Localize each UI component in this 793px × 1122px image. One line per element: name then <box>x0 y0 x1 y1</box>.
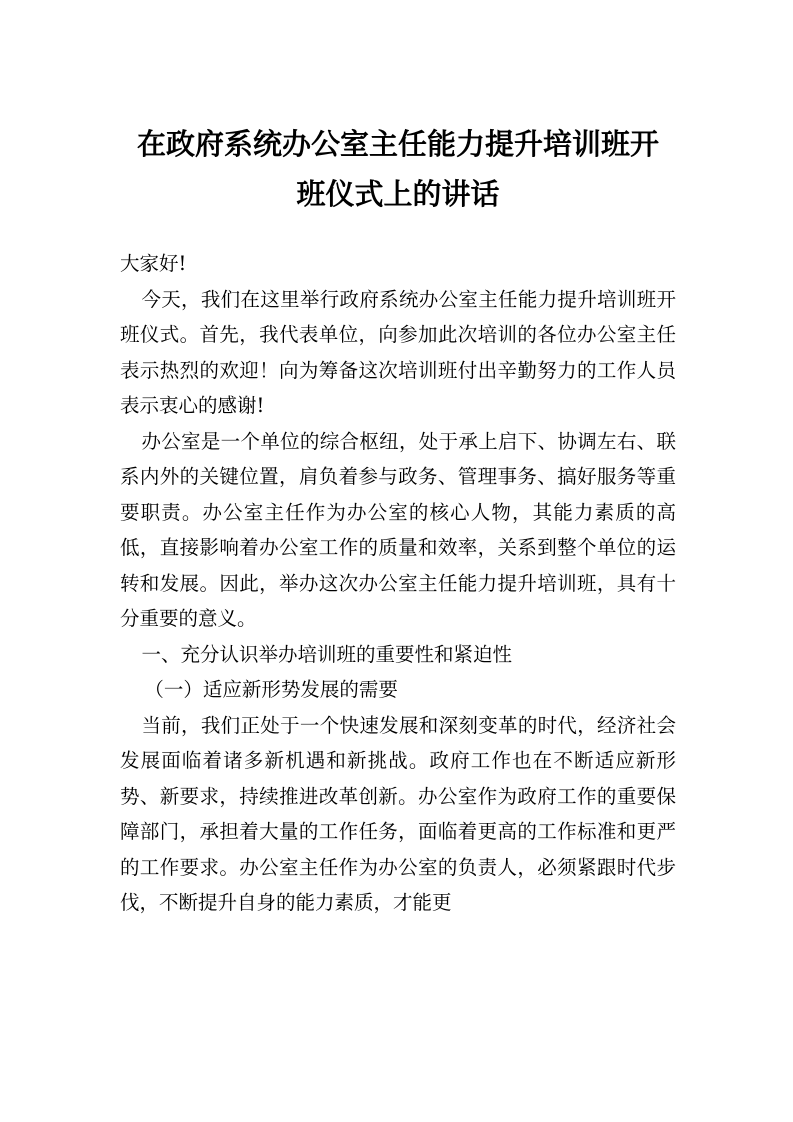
greeting: 大家好! <box>120 252 187 275</box>
paragraph-new-situation: 当前，我们正处于一个快速发展和深刻变革的时代，经济社会发展面临着诸多新机遇和新挑战。政府工作也在不断适应新形势、新要求，持续推进改革创新。办公室作为政府工作的重要保障部门，承担着大量的工作任务，面临着更高的工作标准和更严的工作要求。办公室主任作为办公室的负责人，必须紧跟时代步伐，不断提升自身的能力素质，才能更 <box>120 713 676 914</box>
document-title-line-2: 班仪式上的讲话 <box>296 177 500 211</box>
paragraph-opening: 今天，我们在这里举行政府系统办公室主任能力提升培训班开班仪式。首先，我代表单位，向参加此次培训的各位办公室主任表示热烈的欢迎！向为筹备这次培训班付出辛勤努力的工作人员表示衷心的感谢! <box>120 287 676 417</box>
paragraph-office-role: 办公室是一个单位的综合枢纽，处于承上启下、协调左右、联系内外的关键位置，肩负着参与政务、管理事务、搞好服务等重要职责。办公室主任作为办公室的核心人物，其能力素质的高低，直接影响着办公室工作的质量和效率，关系到整个单位的运转和发展。因此，举办这次办公室主任能力提升培训班，具有十分重要的意义。 <box>120 429 676 630</box>
subsection-heading-1: （一）适应新形势发展的需要 <box>144 678 398 701</box>
section-heading-1: 一、充分认识举办培训班的重要性和紧迫性 <box>141 642 512 666</box>
document-title-line-1: 在政府系统办公室主任能力提升培训班开 <box>136 127 659 161</box>
document-body <box>120 246 676 921</box>
